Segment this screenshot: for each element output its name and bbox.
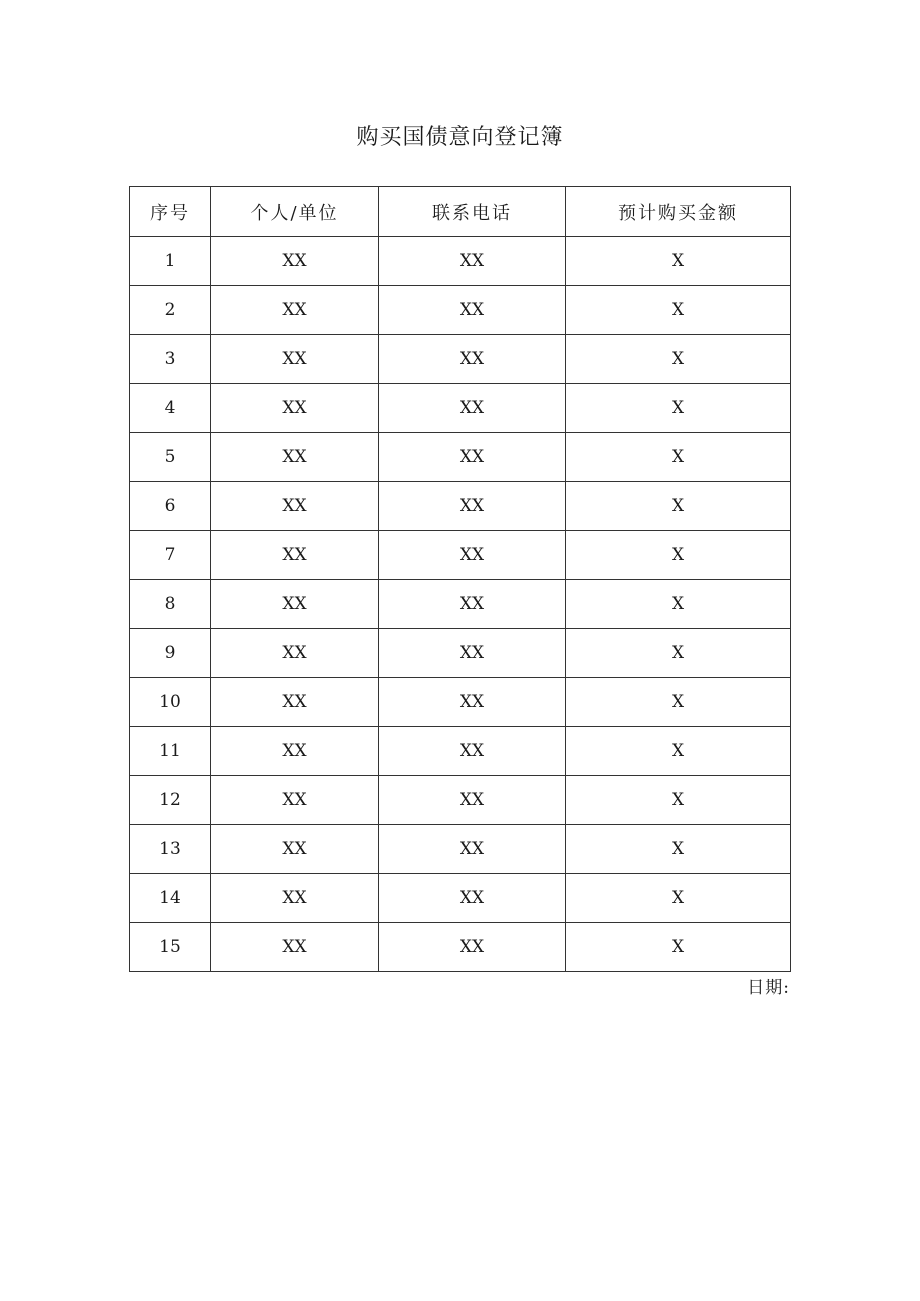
cell-amount: X xyxy=(566,237,791,286)
date-label: 日期: xyxy=(747,978,790,998)
table-row xyxy=(130,874,791,923)
cell-seq: 11 xyxy=(130,727,211,776)
cell-amount: X xyxy=(566,874,791,923)
cell-amount: X xyxy=(566,727,791,776)
cell-amount: X xyxy=(566,776,791,825)
cell-phone: XX xyxy=(379,776,566,825)
cell-phone: XX xyxy=(379,531,566,580)
cell-phone: XX xyxy=(379,727,566,776)
cell-seq: 6 xyxy=(130,482,211,531)
header-phone: 联系电话 xyxy=(379,187,566,237)
cell-name: XX xyxy=(211,580,379,629)
table-row xyxy=(130,923,791,972)
cell-phone: XX xyxy=(379,237,566,286)
table-row xyxy=(130,531,791,580)
cell-amount: X xyxy=(566,629,791,678)
table-row xyxy=(130,678,791,727)
register-table xyxy=(129,186,791,972)
cell-phone: XX xyxy=(379,433,566,482)
table-row xyxy=(130,286,791,335)
page-title: 购买国债意向登记簿 xyxy=(356,125,564,150)
cell-name: XX xyxy=(211,531,379,580)
cell-amount: X xyxy=(566,384,791,433)
cell-phone: XX xyxy=(379,482,566,531)
cell-seq: 1 xyxy=(130,237,211,286)
cell-name: XX xyxy=(211,335,379,384)
cell-amount: X xyxy=(566,335,791,384)
cell-amount: X xyxy=(566,580,791,629)
cell-name: XX xyxy=(211,923,379,972)
table-row xyxy=(130,237,791,286)
cell-seq: 7 xyxy=(130,531,211,580)
cell-name: XX xyxy=(211,482,379,531)
table-row xyxy=(130,580,791,629)
cell-phone: XX xyxy=(379,335,566,384)
cell-seq: 8 xyxy=(130,580,211,629)
cell-name: XX xyxy=(211,874,379,923)
cell-seq: 15 xyxy=(130,923,211,972)
cell-name: XX xyxy=(211,678,379,727)
cell-amount: X xyxy=(566,923,791,972)
table-row xyxy=(130,727,791,776)
table-row xyxy=(130,482,791,531)
cell-name: XX xyxy=(211,825,379,874)
cell-seq: 3 xyxy=(130,335,211,384)
cell-name: XX xyxy=(211,286,379,335)
cell-name: XX xyxy=(211,727,379,776)
cell-seq: 2 xyxy=(130,286,211,335)
cell-phone: XX xyxy=(379,923,566,972)
cell-phone: XX xyxy=(379,384,566,433)
cell-seq: 4 xyxy=(130,384,211,433)
cell-seq: 5 xyxy=(130,433,211,482)
cell-seq: 14 xyxy=(130,874,211,923)
cell-amount: X xyxy=(566,482,791,531)
cell-amount: X xyxy=(566,678,791,727)
table-row xyxy=(130,335,791,384)
header-name: 个人/单位 xyxy=(211,187,379,237)
cell-seq: 10 xyxy=(130,678,211,727)
cell-seq: 12 xyxy=(130,776,211,825)
cell-phone: XX xyxy=(379,874,566,923)
header-amount: 预计购买金额 xyxy=(566,187,791,237)
cell-seq: 9 xyxy=(130,629,211,678)
cell-amount: X xyxy=(566,825,791,874)
table-row xyxy=(130,776,791,825)
table-row xyxy=(130,825,791,874)
cell-phone: XX xyxy=(379,580,566,629)
table-row xyxy=(130,433,791,482)
cell-name: XX xyxy=(211,433,379,482)
cell-name: XX xyxy=(211,629,379,678)
table-header-row xyxy=(130,187,791,237)
header-seq: 序号 xyxy=(130,187,211,237)
cell-phone: XX xyxy=(379,825,566,874)
cell-amount: X xyxy=(566,433,791,482)
table-row xyxy=(130,384,791,433)
cell-amount: X xyxy=(566,531,791,580)
table-row xyxy=(130,629,791,678)
cell-seq: 13 xyxy=(130,825,211,874)
cell-name: XX xyxy=(211,776,379,825)
cell-name: XX xyxy=(211,384,379,433)
cell-phone: XX xyxy=(379,678,566,727)
cell-phone: XX xyxy=(379,286,566,335)
cell-name: XX xyxy=(211,237,379,286)
cell-phone: XX xyxy=(379,629,566,678)
cell-amount: X xyxy=(566,286,791,335)
